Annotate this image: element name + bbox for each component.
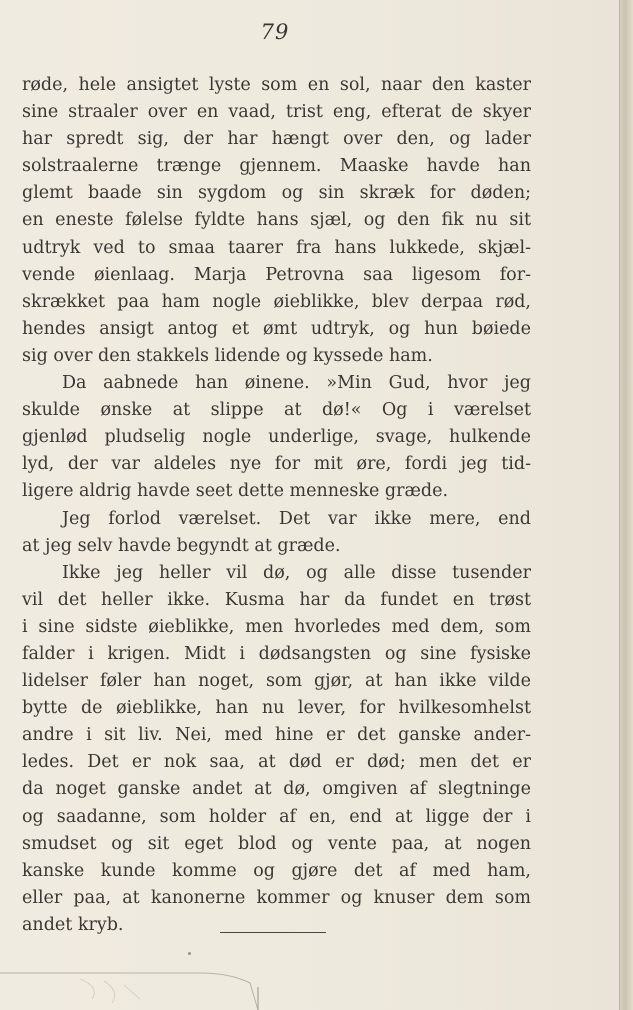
text-line: kanske kunde komme og gjøre det af med ham, [22,860,531,881]
text-line: vende øienlaag. Marja Petrovna saa ligesom for- [22,264,531,285]
text-line: bytte de øieblikke, han nu lever, for hvilkesomhelst [22,698,531,719]
paragraph-start-line: Da aabnede han øinene. »Min Gud, hvor jeg [62,373,531,394]
faded-stamp-mark [0,965,262,1010]
section-divider [220,932,326,933]
text-line: udtryk ved to smaa taarer fra hans lukkede, skjæl- [22,237,531,258]
text-line: og saadanne, som holder af en, end at ligge der i [22,806,531,827]
paper-speck [188,952,191,955]
page-number: 79 [260,20,290,44]
text-line: skrækket paa ham nogle øieblikke, blev derpaa rød, [22,291,531,312]
paragraph-start-line: Jeg forlod værelset. Det var ikke mere, end [62,508,531,529]
text-line: andre i sit liv. Nei, med hine er det ganske ander- [22,725,531,746]
paragraph-end-line: sig over den stakkels lidende og kyssede ham. [22,345,433,366]
text-line: lidelser føler han noget, som gjør, at han ikke vilde [22,671,531,692]
text-line: i sine sidste øieblikke, men hvorledes med dem, som [22,616,531,637]
text-line: røde, hele ansigtet lyste som en sol, naar den kaster [22,75,531,95]
text-line: en eneste følelse fyldte hans sjæl, og den fik nu sit [22,210,531,231]
paragraph-end-line: at jeg selv havde begyndt at græde. [22,535,341,556]
text-line: ledes. Det er nok saa, at død er død; men det er [22,752,531,773]
text-line: solstraalerne trænge gjennem. Maaske havde han [22,156,531,177]
text-line: vil det heller ikke. Kusma har da fundet en trøst [22,589,531,610]
text-line: falder i krigen. Midt i dødsangsten og sine fysiske [22,643,531,664]
body-text [22,72,531,939]
text-line: glemt baade sin sygdom og sin skræk for døden; [22,183,531,204]
text-line: lyd, der var aldeles nye for mit øre, fordi jeg tid- [22,454,531,475]
paragraph-end-line: andet kryb. [22,914,124,935]
page-edge [619,0,633,1010]
paragraph-start-line: Ikke jeg heller vil dø, og alle disse tusender [62,562,531,583]
text-line: har spredt sig, der har hængt over den, og lader [22,129,531,150]
text-line: smudset og sit eget blod og vente paa, at nogen [22,833,531,854]
text-line: gjenlød pludselig nogle underlige, svage, hulkende [22,427,531,448]
text-line: skulde ønske at slippe at dø!« Og i værelset [22,400,531,421]
text-line: eller paa, at kanonerne kommer og knuser dem som [22,887,531,908]
paragraph-end-line: ligere aldrig havde seet dette menneske græde. [22,481,449,502]
text-line: da noget ganske andet at dø, omgiven af slegtninge [22,779,531,800]
text-line: sine straaler over en vaad, trist eng, efterat de skyer [22,102,531,123]
text-line: hendes ansigt antog et ømt udtryk, og hun bøiede [22,318,531,339]
